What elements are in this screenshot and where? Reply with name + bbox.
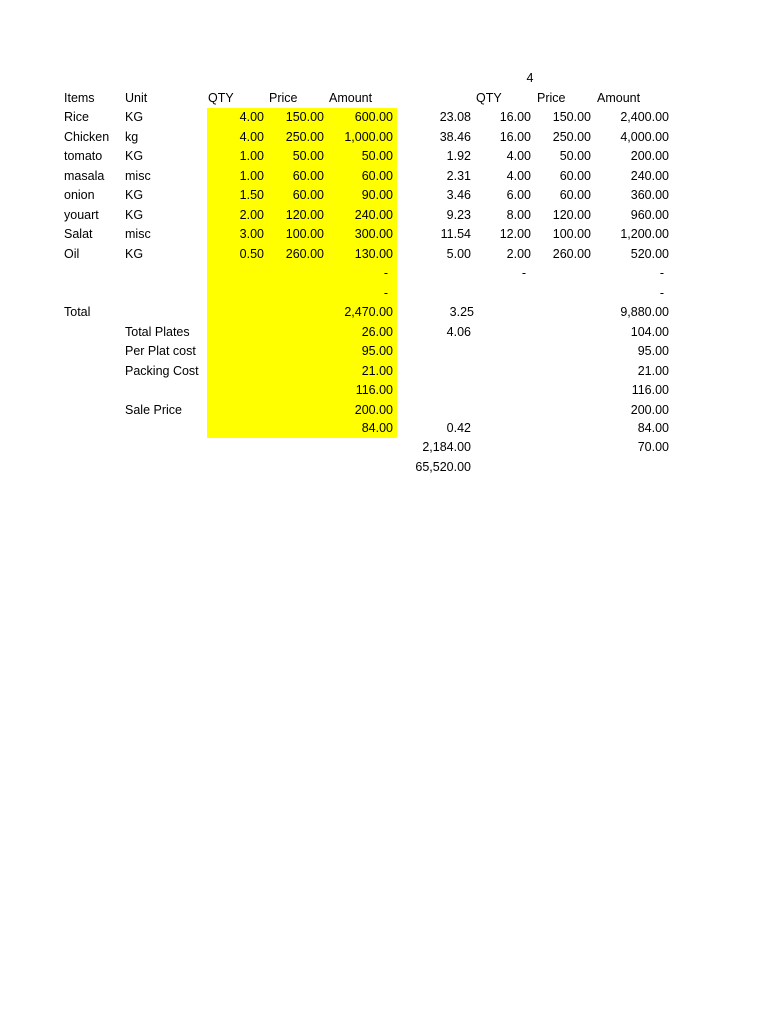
item-qty2: 4.00 [506, 149, 531, 163]
plates-row [0, 323, 768, 343]
header-row [0, 89, 768, 109]
item-price2: 60.00 [559, 168, 591, 183]
item-amount2: 360.00 [630, 188, 669, 202]
table-row [0, 167, 768, 187]
packing-amount2: 21.00 [637, 363, 669, 378]
item-unit: KG [125, 149, 144, 163]
item-unit: misc [125, 168, 151, 183]
item-price2: 50.00 [559, 149, 591, 163]
item-price: 150.00 [285, 110, 324, 124]
per-plate-amount2: 95.00 [637, 344, 669, 358]
item-qty2: 16.00 [499, 110, 531, 124]
item-ratio: 3.46 [446, 188, 471, 202]
blank-amount: - [383, 285, 388, 300]
total-amount2: 9,880.00 [620, 305, 669, 319]
item-qty: 0.50 [239, 246, 264, 261]
item-ratio: 11.54 [440, 227, 471, 241]
item-ratio: 38.46 [439, 129, 471, 144]
blank-qty2: - [521, 266, 526, 280]
amount-header: Amount [329, 91, 373, 105]
subtotal-amount: 116.00 [355, 383, 393, 397]
sale-label: Sale Price [125, 402, 182, 417]
item-amount2: 2,400.00 [620, 110, 669, 124]
item-qty: 4.00 [239, 129, 264, 144]
items-header: Items [64, 91, 95, 105]
item-amount2: 200.00 [630, 149, 669, 163]
item-price2: 100.00 [552, 227, 591, 241]
item-qty2: 2.00 [506, 246, 531, 261]
total-ratio: 3.25 [449, 305, 474, 319]
item-unit: kg [125, 129, 139, 144]
table-row [0, 186, 768, 206]
sale-amount: 200.00 [354, 402, 393, 417]
item-unit: misc [125, 227, 151, 241]
item-price2: 60.00 [559, 188, 591, 202]
extra-ratio: 2,184.00 [422, 440, 471, 454]
item-amount: 90.00 [361, 188, 393, 202]
item-qty2: 12.00 [499, 227, 531, 241]
sale-amount2: 200.00 [630, 402, 669, 417]
plates-label: Total Plates [125, 324, 190, 339]
table-row [0, 108, 768, 128]
extra-ratio: 65,520.00 [415, 459, 471, 474]
item-price: 100.00 [285, 227, 324, 241]
profit-amount2: 84.00 [637, 420, 669, 435]
item-name: Salat [64, 227, 93, 241]
amount2-header: Amount [597, 91, 641, 105]
item-amount2: 960.00 [630, 207, 669, 222]
item-price: 50.00 [292, 149, 324, 163]
table-row [0, 225, 768, 245]
price2-header: Price [537, 91, 566, 105]
item-qty2: 4.00 [506, 168, 531, 183]
item-unit: KG [125, 207, 144, 222]
item-name: onion [64, 188, 95, 202]
per-plate-row [0, 342, 768, 362]
price-header: Price [269, 91, 298, 105]
item-unit: KG [125, 188, 144, 202]
item-qty: 1.00 [239, 149, 264, 163]
item-qty2: 8.00 [506, 207, 531, 222]
plates-amount: 26.00 [361, 324, 393, 339]
item-amount2: 520.00 [630, 246, 669, 261]
item-unit: KG [125, 110, 144, 124]
item-price2: 250.00 [552, 129, 591, 144]
item-amount: 600.00 [354, 110, 393, 124]
item-ratio: 2.31 [446, 168, 471, 183]
item-qty: 1.00 [239, 168, 264, 183]
packing-amount: 21.00 [361, 363, 393, 378]
subtotal-amount2: 116.00 [631, 383, 669, 397]
item-qty2: 16.00 [499, 129, 531, 144]
item-name: tomato [64, 149, 103, 163]
subtotal-row [0, 381, 768, 401]
item-qty: 2.00 [239, 207, 264, 222]
unit-header: Unit [125, 91, 148, 105]
item-name: Chicken [64, 129, 110, 144]
item-qty: 3.00 [239, 227, 264, 241]
item-name: Oil [64, 246, 80, 261]
per-plate-label: Per Plat cost [125, 344, 196, 358]
item-ratio: 5.00 [446, 246, 471, 261]
item-name: masala [64, 168, 105, 183]
item-ratio: 23.08 [439, 110, 471, 124]
plates-amount2: 104.00 [630, 324, 669, 339]
item-price: 260.00 [285, 246, 324, 261]
item-amount: 60.00 [361, 168, 393, 183]
plates-ratio: 4.06 [446, 324, 471, 339]
packing-label: Packing Cost [125, 363, 199, 378]
item-price: 60.00 [292, 188, 324, 202]
item-price2: 260.00 [552, 246, 591, 261]
extra-amount2: 70.00 [637, 440, 669, 454]
extra-row [0, 438, 768, 458]
multiplier-cell: 4 [526, 71, 534, 85]
item-unit: KG [125, 246, 144, 261]
total-amount: 2,470.00 [344, 305, 393, 319]
item-qty2: 6.00 [506, 188, 531, 202]
blank-row [0, 284, 768, 304]
item-amount: 1,000.00 [344, 129, 393, 144]
item-qty: 1.50 [239, 188, 264, 202]
blank-amount2: - [659, 266, 664, 280]
blank-row [0, 264, 768, 284]
sale-row [0, 401, 768, 421]
item-amount: 50.00 [361, 149, 393, 163]
extra-row [0, 458, 768, 478]
table-row [0, 245, 768, 265]
profit-row [0, 419, 768, 439]
item-price: 250.00 [285, 129, 324, 144]
item-amount2: 4,000.00 [620, 129, 669, 144]
profit-ratio: 0.42 [446, 420, 471, 435]
blank-amount2: - [659, 285, 664, 300]
profit-amount: 84.00 [361, 420, 393, 435]
total-label: Total [64, 305, 91, 319]
item-price: 120.00 [285, 207, 324, 222]
item-price: 60.00 [292, 168, 324, 183]
item-amount: 130.00 [354, 246, 393, 261]
item-name: Rice [64, 110, 90, 124]
item-qty: 4.00 [239, 110, 264, 124]
blank-amount: - [383, 266, 388, 280]
qty2-header: QTY [476, 91, 502, 105]
table-row [0, 128, 768, 148]
packing-row [0, 362, 768, 382]
item-amount: 300.00 [354, 227, 393, 241]
item-price2: 150.00 [552, 110, 591, 124]
item-price2: 120.00 [552, 207, 591, 222]
table-row [0, 206, 768, 226]
item-amount: 240.00 [354, 207, 393, 222]
qty-header: QTY [208, 91, 234, 105]
per-plate-amount: 95.00 [361, 344, 393, 358]
item-ratio: 9.23 [446, 207, 471, 222]
item-amount2: 1,200.00 [620, 227, 669, 241]
item-amount2: 240.00 [630, 168, 669, 183]
item-name: youart [64, 207, 99, 222]
total-row [0, 303, 768, 323]
multiplier-row [0, 69, 768, 89]
table-row [0, 147, 768, 167]
item-ratio: 1.92 [446, 149, 471, 163]
